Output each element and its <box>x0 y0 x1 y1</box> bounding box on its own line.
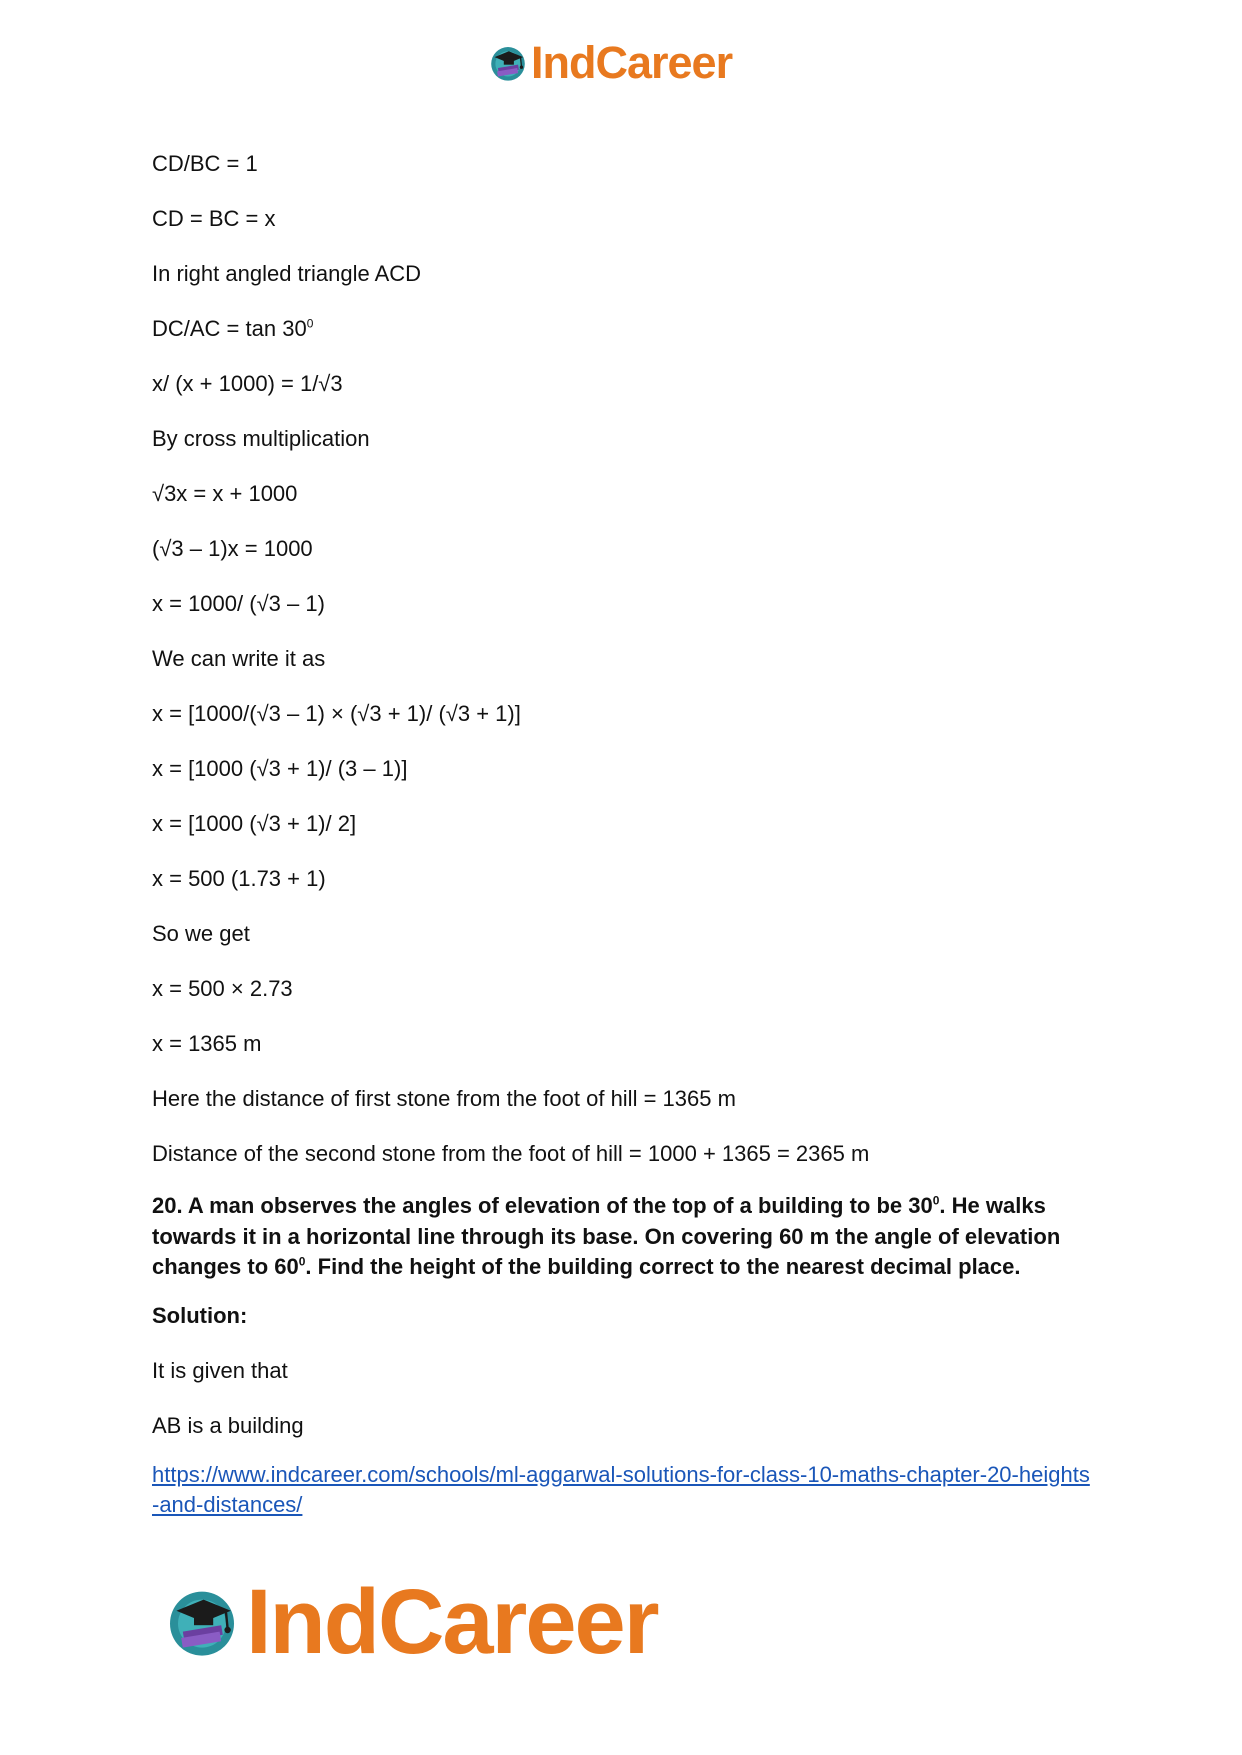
tan-base: DC/AC = tan 30 <box>152 316 307 341</box>
degree-sup: 0 <box>932 1193 940 1208</box>
degree-sup: 0 <box>298 1254 306 1269</box>
text-line: x = 500 × 2.73 <box>152 976 293 1001</box>
text-line: By cross multiplication <box>152 426 370 451</box>
text-line-tan <box>152 315 1102 343</box>
text-line: x = [1000/(√3 – 1) × (√3 + 1)/ (√3 + 1)] <box>152 701 521 726</box>
logo-text: IndCareer <box>246 1571 658 1673</box>
text-line: x = [1000 (√3 + 1)/ 2] <box>152 811 357 836</box>
solution-label: Solution: <box>152 1302 248 1328</box>
question-part: . Find the height of the building correct to the nearest decimal place. <box>305 1254 1021 1279</box>
text-line: We can write it as <box>152 646 326 671</box>
text-line: x = [1000 (√3 + 1)/ (3 – 1)] <box>152 756 408 781</box>
text-line: √3x = x + 1000 <box>152 481 298 506</box>
graduation-cap-books-icon <box>162 1582 242 1662</box>
source-link[interactable]: https://www.indcareer.com/schools/ml-aggarwal-solutions-for-class-10-maths-chapter-20-heights-and-distances/ <box>152 1461 1090 1517</box>
header-logo <box>487 37 733 88</box>
question-part: 20. A man observes the angles of elevation of the top of a building to be 30 <box>152 1193 933 1218</box>
question-20 <box>152 1191 1102 1283</box>
logo-text: IndCareer <box>531 37 733 88</box>
text-line: x = 1000/ (√3 – 1) <box>152 591 325 616</box>
text-line: So we get <box>152 921 250 946</box>
page-content <box>152 150 1102 1520</box>
text-line: CD = BC = x <box>152 206 276 231</box>
text-line: CD/BC = 1 <box>152 151 258 176</box>
text-line: It is given that <box>152 1357 288 1383</box>
text-line: x/ (x + 1000) = 1/√3 <box>152 371 343 396</box>
text-line: Distance of the second stone from the foot of hill = 1000 + 1365 = 2365 m <box>152 1141 870 1166</box>
question-part: . He walks towards it in a horizontal line through its base. On covering 60 m the angle of elevation changes to 60 <box>152 1193 1061 1279</box>
text-line: In right angled triangle ACD <box>152 261 422 286</box>
graduation-cap-books-icon <box>487 42 529 84</box>
degree-sup: 0 <box>306 316 314 331</box>
text-line: x = 500 (1.73 + 1) <box>152 866 326 891</box>
footer-logo <box>162 1571 658 1673</box>
text-line: Here the distance of first stone from the foot of hill = 1365 m <box>152 1086 736 1111</box>
text-line: AB is a building <box>152 1412 304 1438</box>
text-line: x = 1365 m <box>152 1031 262 1056</box>
text-line: (√3 – 1)x = 1000 <box>152 536 313 561</box>
